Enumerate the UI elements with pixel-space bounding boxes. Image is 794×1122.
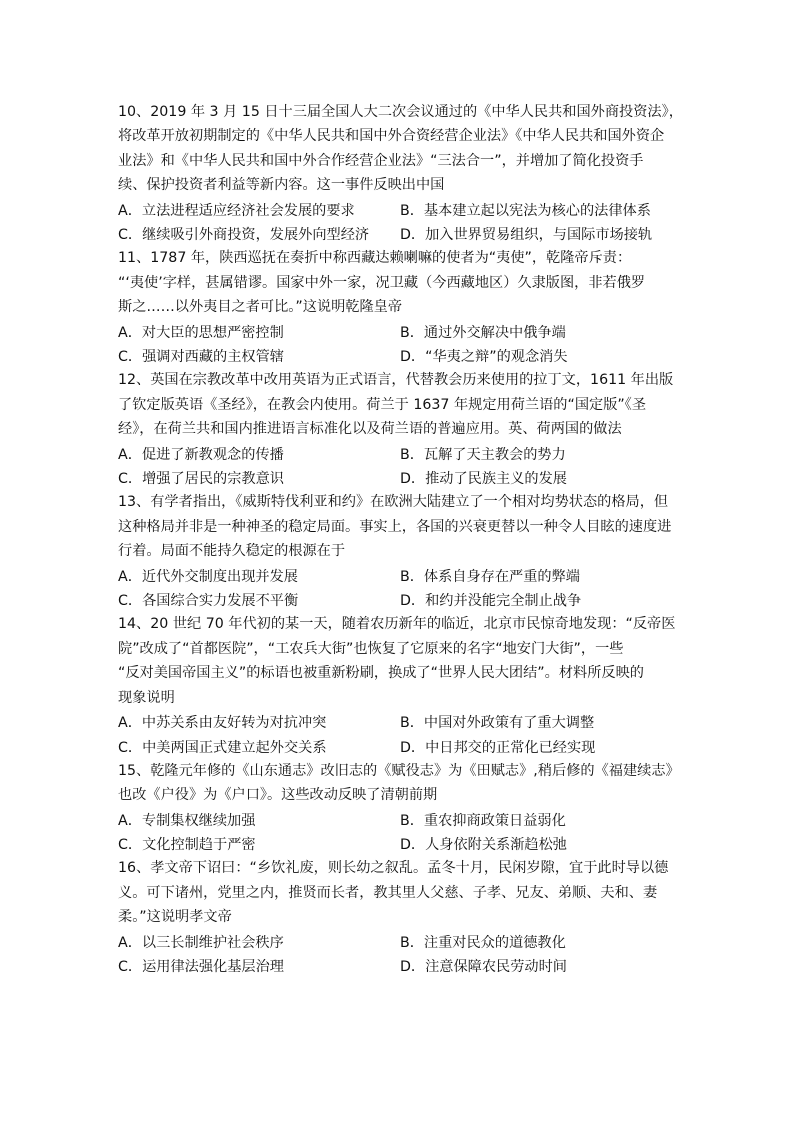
option-row [118, 344, 678, 368]
option-a: A．近代外交制度出现并发展 [118, 568, 298, 585]
option-row [118, 808, 678, 832]
question-16 [118, 856, 678, 978]
answer-options [118, 808, 678, 857]
question-stem [118, 612, 678, 710]
stem-line: “‘夷使’字样，甚属错谬。国家中外一家，况卫藏（今西藏地区）久隶版图，非若俄罗 [118, 274, 646, 291]
stem-line: 也改《户役》为《户口》。这些改动反映了清朝前期 [118, 787, 438, 804]
option-b: B．基本建立起以宪法为核心的法律体系 [400, 202, 651, 219]
stem-line: 义。可下诸州，党里之内，推贤而长者，教其里人父慈、子孝、兄友、弟顺、夫和、妻 [118, 884, 658, 901]
stem-line: 院”改成了“首都医院”，“工农兵大街”也恢复了它原来的名字“地安门大街”，一些 [118, 640, 624, 657]
option-c: C．各国综合实力发展不平衡 [118, 593, 299, 610]
answer-options [118, 930, 678, 979]
option-c: C．运用律法强化基层治理 [118, 959, 284, 976]
option-b: B．重农抑商政策日益弱化 [400, 812, 566, 829]
stem-line: 续、保护投资者利益等新内容。这一事件反映出中国 [118, 177, 445, 194]
option-d: D．和约并没能完全制止战争 [400, 593, 582, 610]
option-row [118, 564, 678, 588]
option-d: D．人身依附关系渐趋松弛 [400, 837, 567, 854]
question-stem [118, 490, 678, 563]
stem-line: 将改革开放初期制定的《中华人民共和国中外合资经营企业法》《中华人民共和国外资企 [118, 128, 665, 145]
option-row [118, 442, 678, 466]
option-a: A．以三长制维护社会秩序 [118, 934, 284, 951]
stem-line: 13、有学者指出，《威斯特伐利亚和约》在欧洲大陆建立了一个相对均势状态的格局，但 [118, 494, 669, 511]
stem-line: 柔。”这说明孝文帝 [118, 909, 232, 926]
option-d: D．注意保障农民劳动时间 [400, 959, 567, 976]
option-b: B．体系自身存在严重的弊端 [400, 568, 580, 585]
option-b: B．注重对民众的道德教化 [400, 934, 566, 951]
answer-options [118, 710, 678, 759]
option-a: A．促进了新教观念的传播 [118, 446, 284, 463]
question-10 [118, 100, 683, 246]
answer-options [118, 320, 678, 369]
stem-line: 11、1787 年，陕西巡抚在奏折中称西藏达赖喇嘛的使者为“夷使”，乾隆帝斥责： [118, 250, 632, 267]
stem-line: 16、孝文帝下诏曰：“乡饮礼废，则长幼之叙乱。孟冬十月，民闲岁隙，宜于此时导以德 [118, 860, 669, 877]
option-row [118, 954, 678, 978]
option-row [118, 198, 678, 222]
option-row [118, 734, 678, 758]
question-11 [118, 246, 678, 368]
answer-options [118, 442, 678, 491]
question-stem [118, 100, 683, 198]
stem-line: 业法》和《中华人民共和国中外合作经营企业法》“三法合一”，并增加了简化投资手 [118, 152, 644, 169]
answer-options [118, 198, 678, 247]
answer-options [118, 564, 678, 613]
stem-line: 15、乾隆元年修的《山东通志》改旧志的《赋役志》为《田赋志》,稍后修的《福建续志》 [118, 762, 680, 779]
option-row [118, 930, 678, 954]
stem-line: 14、20 世纪 70 年代初的某一天，随着农历新年的临近，北京市民惊奇地发现：“反帝医 [118, 616, 676, 633]
stem-line: 了钦定版英语《圣经》，在教会内使用。荷兰于 1637 年规定用荷兰语的“国定版”《圣 [118, 396, 647, 413]
option-d: D．加入世界贸易组织，与国际市场接轨 [400, 227, 653, 244]
exam-page [118, 100, 683, 978]
option-b: B．瓦解了天主教会的势力 [400, 446, 566, 463]
option-row [118, 320, 678, 344]
stem-line: “反对美国帝国主义”的标语也被重新粉刷，换成了“世界人民大团结”。材料所反映的 [118, 665, 644, 682]
question-13 [118, 490, 678, 612]
option-c: C．增强了居民的宗教意识 [118, 471, 284, 488]
question-stem [118, 246, 678, 319]
option-c: C．文化控制趋于严密 [118, 837, 256, 854]
question-stem [118, 759, 678, 808]
question-12 [118, 368, 678, 490]
option-row [118, 832, 678, 856]
option-c: C．强调对西藏的主权管辖 [118, 349, 284, 366]
option-a: A．立法进程适应经济社会发展的要求 [118, 202, 355, 219]
option-row [118, 222, 678, 246]
option-a: A．专制集权继续加强 [118, 812, 256, 829]
question-14 [118, 612, 678, 758]
stem-line: 12、英国在宗教改革中改用英语为正式语言，代替教会历来使用的拉丁文，1611 年出版 [118, 372, 674, 389]
option-b: B．通过外交解决中俄争端 [400, 324, 566, 341]
stem-line: 现象说明 [118, 689, 175, 706]
option-d: D．“华夷之辩”的观念消失 [400, 349, 568, 366]
option-row [118, 710, 678, 734]
stem-line: 行着。局面不能持久稳定的根源在于 [118, 543, 346, 560]
question-stem [118, 368, 678, 441]
option-d: D．推动了民族主义的发展 [400, 471, 567, 488]
stem-line: 10、2019 年 3 月 15 日十三届全国人大二次会议通过的《中华人民共和国外商投资法》， [118, 104, 683, 120]
stem-line: 经》，在荷兰共和国内推进语言标准化以及荷兰语的普遍应用。英、荷两国的做法 [118, 421, 622, 438]
option-a: A．中苏关系由友好转为对抗冲突 [118, 715, 327, 732]
option-b: B．中国对外政策有了重大调整 [400, 715, 595, 732]
option-a: A．对大臣的思想严密控制 [118, 324, 284, 341]
stem-line: 斯之……以外夷目之者可比。”这说明乾隆皇帝 [118, 299, 403, 316]
stem-line: 这种格局并非是一种神圣的稳定局面。事实上，各国的兴衰更替以一种令人目眩的速度进 [118, 518, 672, 535]
question-stem [118, 856, 678, 929]
option-d: D．中日邦交的正常化已经实现 [400, 739, 596, 756]
question-15 [118, 759, 678, 857]
option-c: C．中美两国正式建立起外交关系 [118, 739, 327, 756]
option-row [118, 588, 678, 612]
option-row [118, 466, 678, 490]
option-c: C．继续吸引外商投资，发展外向型经济 [118, 227, 370, 244]
